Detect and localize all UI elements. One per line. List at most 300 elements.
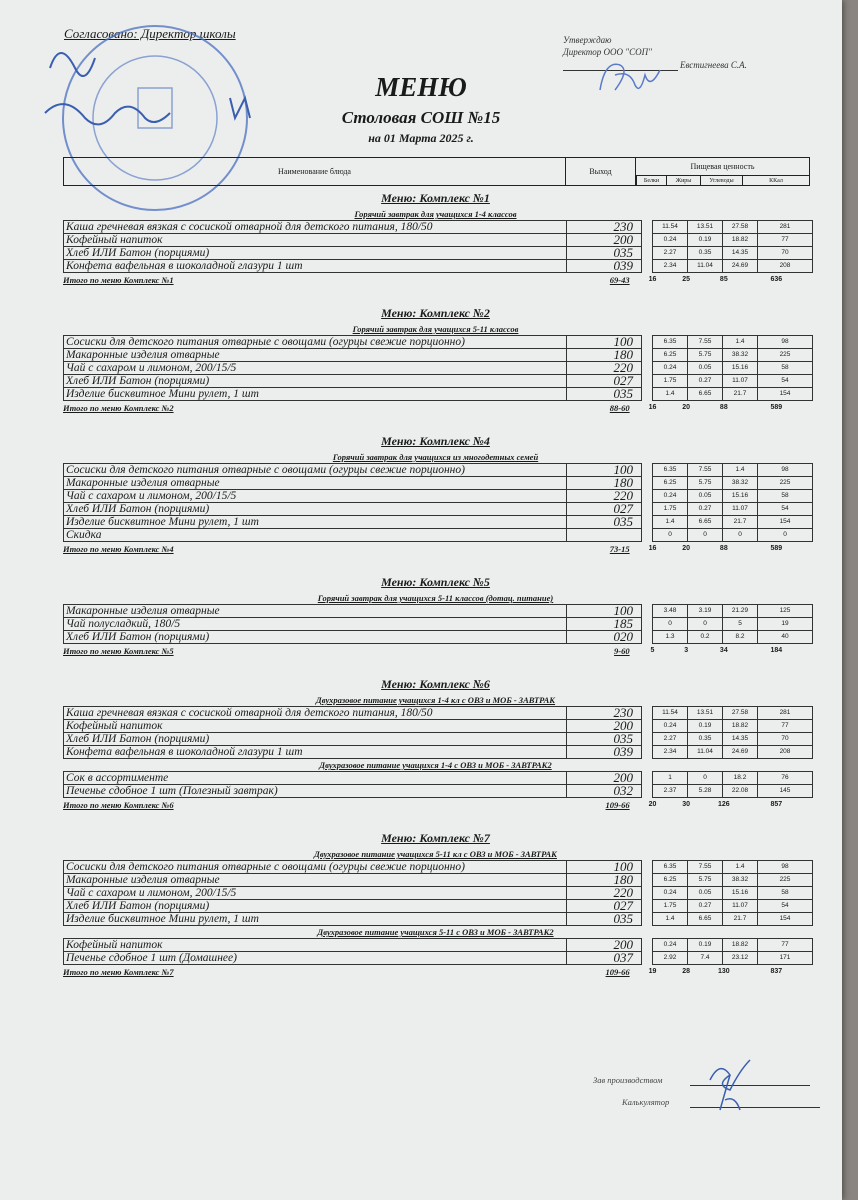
total-price: 109-66 xyxy=(605,967,630,977)
protein: 1.4 xyxy=(653,388,688,401)
dish-output: 230 xyxy=(567,221,642,234)
column-gap xyxy=(642,913,653,926)
table-row xyxy=(64,952,813,965)
kcal: 77 xyxy=(758,720,813,733)
dish-output: 039 xyxy=(567,260,642,273)
total-price: 9-60 xyxy=(614,646,630,656)
dish-output: 180 xyxy=(567,349,642,362)
kcal: 225 xyxy=(758,477,813,490)
total-value: 20 xyxy=(682,545,691,552)
carbs: 21.7 xyxy=(723,913,758,926)
dish-name: Чай с сахаром и лимоном, 200/15/5 xyxy=(64,887,567,900)
carbs: 18.82 xyxy=(723,939,758,952)
menu-section xyxy=(63,674,808,812)
section-total xyxy=(63,542,808,556)
menu-section xyxy=(63,572,808,658)
dish-output: 032 xyxy=(567,785,642,798)
carbs: 1.4 xyxy=(723,464,758,477)
fat: 0.2 xyxy=(688,631,723,644)
total-price: 88-60 xyxy=(609,403,630,413)
dish-name: Сосиски для детского питания отварные с овощами (огурцы свежие порционно) xyxy=(64,861,567,874)
dish-output: 039 xyxy=(567,746,642,759)
column-gap xyxy=(642,861,653,874)
carbs: 38.32 xyxy=(723,349,758,362)
total-value: 88 xyxy=(719,545,728,552)
carbs: 21.7 xyxy=(723,388,758,401)
total-value: 837 xyxy=(770,968,783,975)
dish-name: Сосиски для детского питания отварные с овощами (огурцы свежие порционно) xyxy=(64,464,567,477)
kcal: 225 xyxy=(758,349,813,362)
approver-title: Директор ООО "СОП" xyxy=(563,47,652,57)
dish-output: 100 xyxy=(567,336,642,349)
table-row xyxy=(64,503,813,516)
column-gap xyxy=(642,388,653,401)
fat: 11.04 xyxy=(688,746,723,759)
total-label: Итого по меню Комплекс №4 xyxy=(63,544,174,554)
carbs: 8.2 xyxy=(723,631,758,644)
dishes-table xyxy=(63,463,813,542)
carbs: 21.29 xyxy=(723,605,758,618)
dish-output: 100 xyxy=(567,861,642,874)
dish-output: 200 xyxy=(567,772,642,785)
section-title: Меню: Комплекс №7 xyxy=(381,831,490,845)
kcal: 58 xyxy=(758,362,813,375)
kcal: 208 xyxy=(758,746,813,759)
col-name-header: Наименование блюда xyxy=(64,158,566,185)
dish-name: Хлеб ИЛИ Батон (порциями) xyxy=(64,247,567,260)
col-output-header: Выход xyxy=(566,158,636,185)
dish-output: 027 xyxy=(567,503,642,516)
carbs: 14.35 xyxy=(723,247,758,260)
section-total xyxy=(63,644,808,658)
kcal: 281 xyxy=(758,707,813,720)
total-value: 85 xyxy=(719,276,728,283)
protein: 11.54 xyxy=(653,707,688,720)
column-gap xyxy=(642,503,653,516)
table-row xyxy=(64,874,813,887)
kcal: 154 xyxy=(758,516,813,529)
fat: 0.27 xyxy=(688,900,723,913)
dishes-table xyxy=(63,860,813,926)
column-gap xyxy=(642,260,653,273)
dishes-table xyxy=(63,335,813,401)
fat: 5.75 xyxy=(688,477,723,490)
column-gap xyxy=(642,375,653,388)
menu-section xyxy=(63,431,808,556)
column-gap xyxy=(642,362,653,375)
dish-name: Чай с сахаром и лимоном, 200/15/5 xyxy=(64,362,567,375)
menu-section xyxy=(63,303,808,415)
protein: 0 xyxy=(653,529,688,542)
kcal: 70 xyxy=(758,733,813,746)
column-gap xyxy=(642,939,653,952)
dish-output: 020 xyxy=(567,631,642,644)
dish-output: 200 xyxy=(567,234,642,247)
kcal: 54 xyxy=(758,503,813,516)
dishes-table xyxy=(63,938,813,965)
column-gap xyxy=(642,720,653,733)
column-gap xyxy=(642,952,653,965)
protein: 0.24 xyxy=(653,490,688,503)
protein: 2.27 xyxy=(653,247,688,260)
carbs: 18.82 xyxy=(723,234,758,247)
dish-output: 035 xyxy=(567,516,642,529)
total-value: 16 xyxy=(648,404,657,411)
fat: 0.19 xyxy=(688,720,723,733)
kcal: 19 xyxy=(758,618,813,631)
total-value: 126 xyxy=(717,801,730,808)
production-head-label: Зав производством xyxy=(593,1075,663,1085)
dish-name: Хлеб ИЛИ Батон (порциями) xyxy=(64,375,567,388)
kcal: 208 xyxy=(758,260,813,273)
table-row xyxy=(64,260,813,273)
protein: 0.24 xyxy=(653,362,688,375)
section-title: Меню: Комплекс №2 xyxy=(381,306,490,320)
group-title: Двухразовое питание учащихся 5-11 кл с ОВЗ и МОБ - ЗАВТРАК xyxy=(314,849,557,859)
kcal: 0 xyxy=(758,529,813,542)
canteen-name: Столовая СОШ №15 xyxy=(341,108,501,127)
col-nutrition-header: Пищевая ценность xyxy=(690,162,755,171)
table-row xyxy=(64,490,813,503)
column-gap xyxy=(642,707,653,720)
kcal: 225 xyxy=(758,874,813,887)
kcal: 58 xyxy=(758,887,813,900)
dish-output: 035 xyxy=(567,733,642,746)
dish-name: Макаронные изделия отварные xyxy=(64,874,567,887)
protein: 3.48 xyxy=(653,605,688,618)
fat: 0.35 xyxy=(688,247,723,260)
fat: 0.27 xyxy=(688,375,723,388)
dish-name: Макаронные изделия отварные xyxy=(64,349,567,362)
table-row xyxy=(64,939,813,952)
dish-output: 185 xyxy=(567,618,642,631)
menu-date: на 01 Марта 2025 г. xyxy=(368,131,474,145)
table-row xyxy=(64,247,813,260)
column-gap xyxy=(642,900,653,913)
kcal: 98 xyxy=(758,464,813,477)
table-row xyxy=(64,861,813,874)
kcal: 76 xyxy=(758,772,813,785)
table-row xyxy=(64,529,813,542)
kcal: 58 xyxy=(758,490,813,503)
table-row xyxy=(64,785,813,798)
table-row xyxy=(64,733,813,746)
section-title: Меню: Комплекс №6 xyxy=(381,677,490,691)
protein: 6.35 xyxy=(653,464,688,477)
table-row xyxy=(64,605,813,618)
protein: 0 xyxy=(653,618,688,631)
carbs: 18.82 xyxy=(723,720,758,733)
fat: 11.04 xyxy=(688,260,723,273)
table-row xyxy=(64,618,813,631)
table-row xyxy=(64,375,813,388)
fat: 3.19 xyxy=(688,605,723,618)
group-title: Горячий завтрак для учащихся 5-11 классов xyxy=(352,324,519,334)
protein: 2.34 xyxy=(653,260,688,273)
dish-name: Чай с сахаром и лимоном, 200/15/5 xyxy=(64,490,567,503)
fat: 5.75 xyxy=(688,349,723,362)
total-value: 5 xyxy=(650,647,655,654)
fat: 7.55 xyxy=(688,464,723,477)
carbs: 22.08 xyxy=(723,785,758,798)
protein: 1.3 xyxy=(653,631,688,644)
carbs: 18.2 xyxy=(723,772,758,785)
total-label: Итого по меню Комплекс №1 xyxy=(63,275,174,285)
approve-label: Утверждаю xyxy=(563,35,612,45)
fat: 0.19 xyxy=(688,234,723,247)
total-value: 34 xyxy=(719,647,728,654)
table-row xyxy=(64,336,813,349)
column-gap xyxy=(642,605,653,618)
table-header xyxy=(63,157,810,186)
carbs: 11.07 xyxy=(723,503,758,516)
column-gap xyxy=(642,529,653,542)
dish-output: 180 xyxy=(567,874,642,887)
column-gap xyxy=(642,618,653,631)
agreed-label: Согласовано: Директор школы xyxy=(64,26,236,41)
section-title: Меню: Комплекс №4 xyxy=(381,434,490,448)
fat: 0.05 xyxy=(688,490,723,503)
group-title: Двухразовое питание учащихся 1-4 с ОВЗ и МОБ - ЗАВТРАК2 xyxy=(319,760,552,770)
kcal: 281 xyxy=(758,221,813,234)
dish-name: Печенье сдобное 1 шт (Полезный завтрак) xyxy=(64,785,567,798)
total-price: 69-43 xyxy=(609,275,630,285)
kcal: 54 xyxy=(758,375,813,388)
dish-name: Изделие бисквитное Мини рулет, 1 шт xyxy=(64,913,567,926)
col-fat-header: Жиры xyxy=(666,175,700,185)
kcal: 77 xyxy=(758,234,813,247)
kcal: 98 xyxy=(758,336,813,349)
carbs: 27.58 xyxy=(723,221,758,234)
carbs: 1.4 xyxy=(723,861,758,874)
column-gap xyxy=(642,772,653,785)
table-row xyxy=(64,234,813,247)
fat: 5.75 xyxy=(688,874,723,887)
menu-section xyxy=(63,188,808,287)
fat: 13.51 xyxy=(688,707,723,720)
dish-name: Кофейный напиток xyxy=(64,939,567,952)
dish-name: Чай полусладкий, 180/5 xyxy=(64,618,567,631)
total-value: 3 xyxy=(684,647,689,654)
group-title: Горячий завтрак для учащихся 5-11 классов (дотац. питание) xyxy=(317,593,554,603)
total-label: Итого по меню Комплекс №5 xyxy=(63,646,174,656)
kcal: 40 xyxy=(758,631,813,644)
dish-name: Каша гречневая вязкая с сосиской отварной для детского питания, 180/50 xyxy=(64,707,567,720)
production-signature xyxy=(700,1055,760,1115)
fat: 0 xyxy=(688,529,723,542)
calculator-label: Калькулятор xyxy=(622,1097,670,1107)
table-row xyxy=(64,707,813,720)
carbs: 0 xyxy=(723,529,758,542)
carbs: 23.12 xyxy=(723,952,758,965)
table-row xyxy=(64,887,813,900)
fat: 13.51 xyxy=(688,221,723,234)
table-row xyxy=(64,388,813,401)
column-gap xyxy=(642,464,653,477)
total-value: 20 xyxy=(682,404,691,411)
carbs: 24.69 xyxy=(723,746,758,759)
dishes-table xyxy=(63,771,813,798)
group-title: Двухразовое питание учащихся 5-11 с ОВЗ и МОБ - ЗАВТРАК2 xyxy=(317,927,554,937)
total-value: 16 xyxy=(648,545,657,552)
table-row xyxy=(64,720,813,733)
carbs: 1.4 xyxy=(723,336,758,349)
dishes-table xyxy=(63,220,813,273)
carbs: 24.69 xyxy=(723,260,758,273)
column-gap xyxy=(642,247,653,260)
dish-output: 035 xyxy=(567,247,642,260)
carbs: 38.32 xyxy=(723,477,758,490)
protein: 6.25 xyxy=(653,349,688,362)
carbs: 21.7 xyxy=(723,516,758,529)
protein: 1.75 xyxy=(653,503,688,516)
dish-name: Сок в ассортименте xyxy=(64,772,567,785)
dish-output: 220 xyxy=(567,490,642,503)
dish-name: Хлеб ИЛИ Батон (порциями) xyxy=(64,503,567,516)
table-row xyxy=(64,631,813,644)
group-title: Горячий завтрак для учащихся из многодетных семей xyxy=(332,452,539,462)
dishes-table xyxy=(63,706,813,759)
total-label: Итого по меню Комплекс №6 xyxy=(63,800,174,810)
protein: 1 xyxy=(653,772,688,785)
protein: 0.24 xyxy=(653,939,688,952)
protein: 1.75 xyxy=(653,375,688,388)
dish-output: 230 xyxy=(567,707,642,720)
column-gap xyxy=(642,733,653,746)
dish-output: 037 xyxy=(567,952,642,965)
fat: 6.65 xyxy=(688,388,723,401)
menu-section xyxy=(63,828,808,979)
fat: 6.65 xyxy=(688,516,723,529)
dish-output xyxy=(567,529,642,542)
total-value: 857 xyxy=(770,801,783,808)
total-value: 130 xyxy=(717,968,730,975)
fat: 0.35 xyxy=(688,733,723,746)
kcal: 125 xyxy=(758,605,813,618)
dish-name: Печенье сдобное 1 шт (Домашнее) xyxy=(64,952,567,965)
fat: 6.65 xyxy=(688,913,723,926)
page-title: МЕНЮ xyxy=(375,72,467,102)
dish-name: Сосиски для детского питания отварные с овощами (огурцы свежие порционно) xyxy=(64,336,567,349)
section-total xyxy=(63,798,808,812)
dish-output: 220 xyxy=(567,887,642,900)
kcal: 154 xyxy=(758,913,813,926)
dish-name: Конфета вафельная в шоколадной глазури 1 шт xyxy=(64,260,567,273)
protein: 0.24 xyxy=(653,720,688,733)
total-label: Итого по меню Комплекс №7 xyxy=(63,967,174,977)
fat: 0.27 xyxy=(688,503,723,516)
table-row xyxy=(64,362,813,375)
column-gap xyxy=(642,221,653,234)
table-row xyxy=(64,477,813,490)
dish-output: 200 xyxy=(567,939,642,952)
section-title: Меню: Комплекс №5 xyxy=(381,575,490,589)
approver-name: Евстигнеева С.А. xyxy=(680,60,747,70)
total-value: 25 xyxy=(682,276,691,283)
dish-name: Каша гречневая вязкая с сосиской отварной для детского питания, 180/50 xyxy=(64,221,567,234)
dishes-table xyxy=(63,604,813,644)
fat: 7.55 xyxy=(688,336,723,349)
table-row xyxy=(64,349,813,362)
column-gap xyxy=(642,874,653,887)
kcal: 70 xyxy=(758,247,813,260)
fat: 0.19 xyxy=(688,939,723,952)
dish-output: 035 xyxy=(567,913,642,926)
fat: 0.05 xyxy=(688,887,723,900)
kcal: 171 xyxy=(758,952,813,965)
dish-output: 027 xyxy=(567,900,642,913)
total-value: 30 xyxy=(682,801,691,808)
column-gap xyxy=(642,785,653,798)
protein: 6.35 xyxy=(653,336,688,349)
column-gap xyxy=(642,490,653,503)
dish-name: Скидка xyxy=(64,529,567,542)
col-kcal-header: ККал xyxy=(742,175,809,185)
table-row xyxy=(64,900,813,913)
protein: 6.25 xyxy=(653,477,688,490)
table-row xyxy=(64,516,813,529)
group-title: Двухразовое питание учащихся 1-4 кл с ОВЗ и МОБ - ЗАВТРАК xyxy=(315,695,556,705)
dish-output: 180 xyxy=(567,477,642,490)
dish-name: Хлеб ИЛИ Батон (порциями) xyxy=(64,631,567,644)
dish-name: Макаронные изделия отварные xyxy=(64,605,567,618)
section-total xyxy=(63,273,808,287)
fat: 7.4 xyxy=(688,952,723,965)
protein: 0.24 xyxy=(653,234,688,247)
total-value: 184 xyxy=(770,647,783,654)
dish-name: Кофейный напиток xyxy=(64,234,567,247)
dish-output: 200 xyxy=(567,720,642,733)
protein: 6.35 xyxy=(653,861,688,874)
dish-name: Изделие бисквитное Мини рулет, 1 шт xyxy=(64,388,567,401)
table-row xyxy=(64,772,813,785)
dish-output: 220 xyxy=(567,362,642,375)
carbs: 14.35 xyxy=(723,733,758,746)
table-row xyxy=(64,464,813,477)
kcal: 54 xyxy=(758,900,813,913)
column-gap xyxy=(642,349,653,362)
table-row xyxy=(64,913,813,926)
protein: 1.4 xyxy=(653,913,688,926)
section-total xyxy=(63,401,808,415)
dish-name: Конфета вафельная в шоколадной глазури 1 шт xyxy=(64,746,567,759)
dish-output: 027 xyxy=(567,375,642,388)
fat: 5.28 xyxy=(688,785,723,798)
kcal: 145 xyxy=(758,785,813,798)
kcal: 154 xyxy=(758,388,813,401)
table-row xyxy=(64,746,813,759)
fat: 7.55 xyxy=(688,861,723,874)
protein: 1.4 xyxy=(653,516,688,529)
total-value: 589 xyxy=(770,404,783,411)
dish-name: Хлеб ИЛИ Батон (порциями) xyxy=(64,900,567,913)
fat: 0.05 xyxy=(688,362,723,375)
carbs: 27.58 xyxy=(723,707,758,720)
total-price: 109-66 xyxy=(605,800,630,810)
total-value: 20 xyxy=(648,801,657,808)
total-price: 73-15 xyxy=(609,544,630,554)
total-value: 28 xyxy=(682,968,691,975)
total-value: 88 xyxy=(719,404,728,411)
column-gap xyxy=(642,631,653,644)
total-value: 636 xyxy=(770,276,783,283)
protein: 2.37 xyxy=(653,785,688,798)
dish-name: Изделие бисквитное Мини рулет, 1 шт xyxy=(64,516,567,529)
col-carbs-header: Углеводы xyxy=(700,175,742,185)
protein: 0.24 xyxy=(653,887,688,900)
carbs: 15.16 xyxy=(723,490,758,503)
section-title: Меню: Комплекс №1 xyxy=(381,191,490,205)
